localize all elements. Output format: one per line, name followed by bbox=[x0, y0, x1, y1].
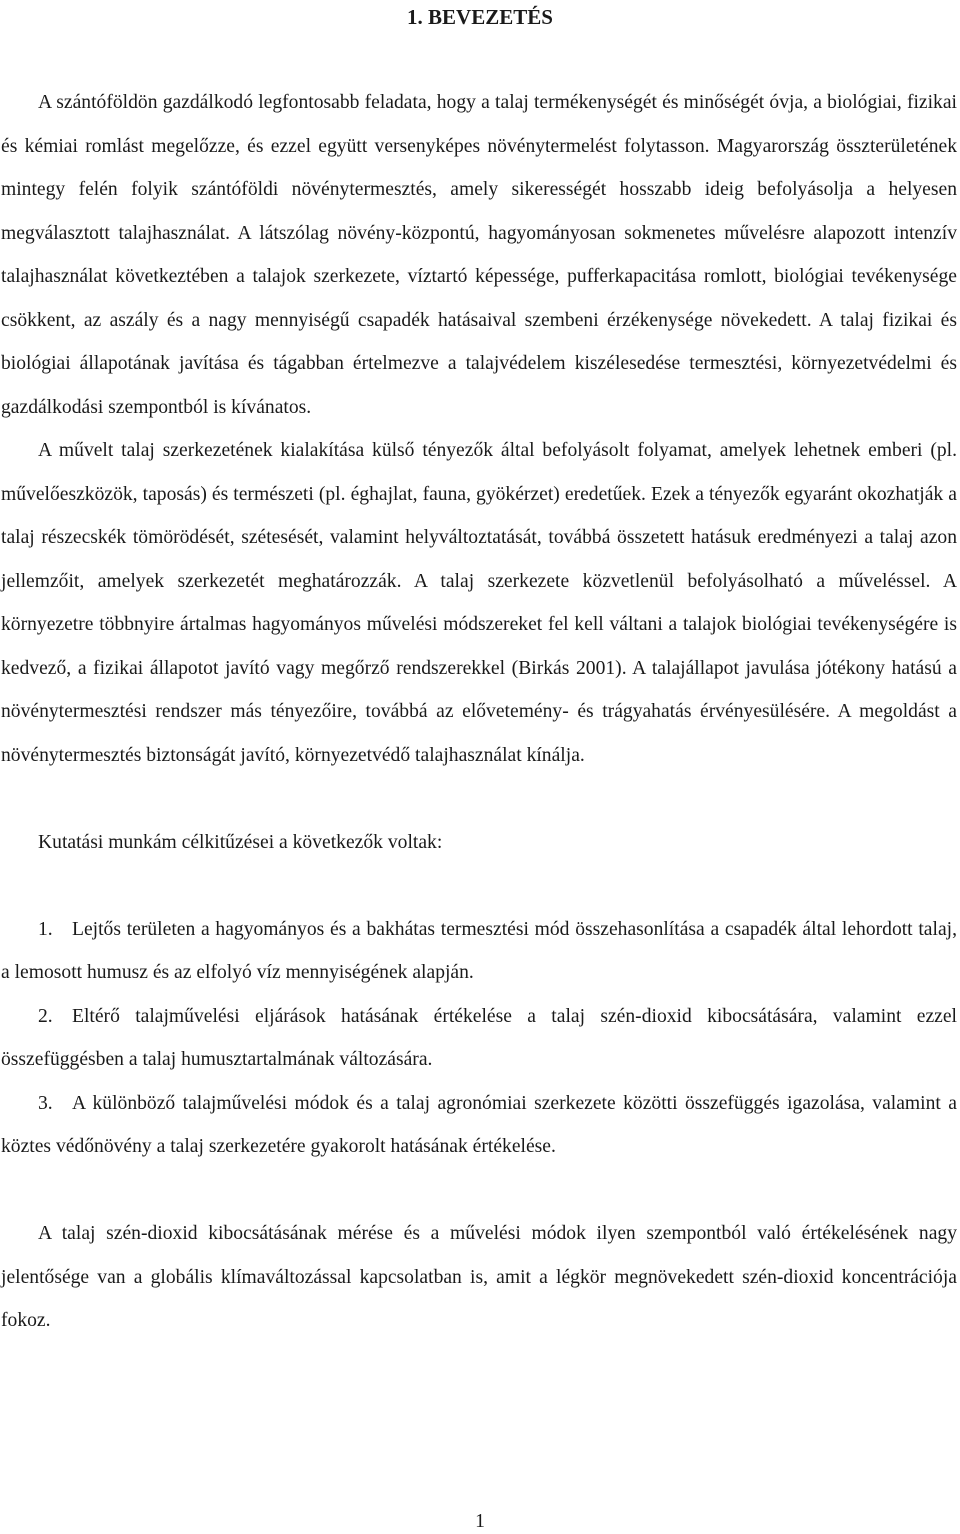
objective-item-2 bbox=[1, 995, 957, 1082]
intro-paragraph: A szántóföldön gazdálkodó legfontosabb feladata, hogy a talaj termékenységét és minőségét óvja, a biológiai, fizikai és kémiai romlást megelőzze, és ezzel együtt versenyképes növénytermelést folytasson. Magyarország összterületének mintegy felén folyik szántóföldi növénytermesztés, amely sikerességét hosszabb ideig befolyásolja a helyesen megválasztott talajhasználat. A látszólag növény-központú, hagyományosan sokmenetes művelésre alapozott intenzív talajhasználat következtében a talajok szerkezete, víztartó képessége, pufferkapacitása romlott, biológiai tevékenysége csökkent, az aszály és a nagy mennyiségű csapadék hatásaival szembeni érzékenysége növekedett. A talaj fizikai és biológiai állapotának javítása és tágabban értelmezve a talajvédelem kiszélesedése termesztési, környezetvédelmi és gazdálkodási szempontból is kívánatos. bbox=[1, 92, 957, 418]
objective-text: Eltérő talajművelési eljárások hatásának értékelése a talaj szén-dioxid kibocsátására, valamint ezzel összefüggésben a talaj humusztartalmának változására. bbox=[1, 1005, 957, 1070]
soil-structure-paragraph: A művelt talaj szerkezetének kialakítása külső tényezők által befolyásolt folyamat, amelyek lehetnek emberi (pl. művelőeszközök, taposás) és természeti (pl. éghajlat, fauna, gyökérzet) eredetűek. Ezek a tényezők egyaránt okozhatják a talaj részecskék tömörödését, szétesését, valamint helyváltoztatását, továbbá összetett hatásuk eredményezi a talaj azon jellemzőit, amelyek szerkezetét meghatározzák. A talaj szerkezete közvetlenül befolyásolható a műveléssel. A környezetre többnyire ártalmas hagyományos művelési módszereket fel kell váltani a talajok biológiai tevékenységére is kedvező, a fizikai állapotot javító vagy megőrző rendszerekkel (Birkás 2001). A talajállapot javulása jótékony hatású a növénytermesztési rendszer más tényezőire, továbbá az elővetemény- és trágyahatás érvényesülésére. A megoldást a növénytermesztés biztonságát javító, környezetvédő talajhasználat kínálja. bbox=[1, 440, 957, 766]
body-text bbox=[1, 81, 957, 1343]
spacer bbox=[1, 864, 957, 908]
page-number: 1 bbox=[475, 1511, 485, 1532]
objective-number: 2. bbox=[38, 1005, 53, 1027]
chapter-heading: 1. BEVEZETÉS bbox=[407, 5, 553, 29]
objective-item-1 bbox=[1, 908, 957, 995]
objective-item-3 bbox=[1, 1082, 957, 1169]
objective-text: Lejtős területen a hagyományos és a bakhátas termesztési mód összehasonlítása a csapadék által lehordott talaj, a lemosott humusz és az elfolyó víz mennyiségének alapján. bbox=[1, 918, 957, 983]
spacer bbox=[1, 1169, 957, 1213]
objectives-intro: Kutatási munkám célkitűzései a következők voltak: bbox=[38, 831, 443, 853]
objective-number: 1. bbox=[38, 918, 53, 940]
co2-paragraph: A talaj szén-dioxid kibocsátásának mérése és a művelési módok ilyen szempontból való értékelésének nagy jelentősége van a globális klímaváltozással kapcsolatban is, amit a légkör megnövekedett szén-dioxid koncentrációja fokoz. bbox=[1, 1223, 957, 1331]
objective-text: A különböző talajművelési módok és a talaj agronómiai szerkezete közötti összefüggés igazolása, valamint a köztes védőnövény a talaj szerkezetére gyakorolt hatásának értékelése. bbox=[1, 1092, 957, 1157]
spacer bbox=[1, 777, 957, 821]
objective-number: 3. bbox=[38, 1092, 53, 1114]
